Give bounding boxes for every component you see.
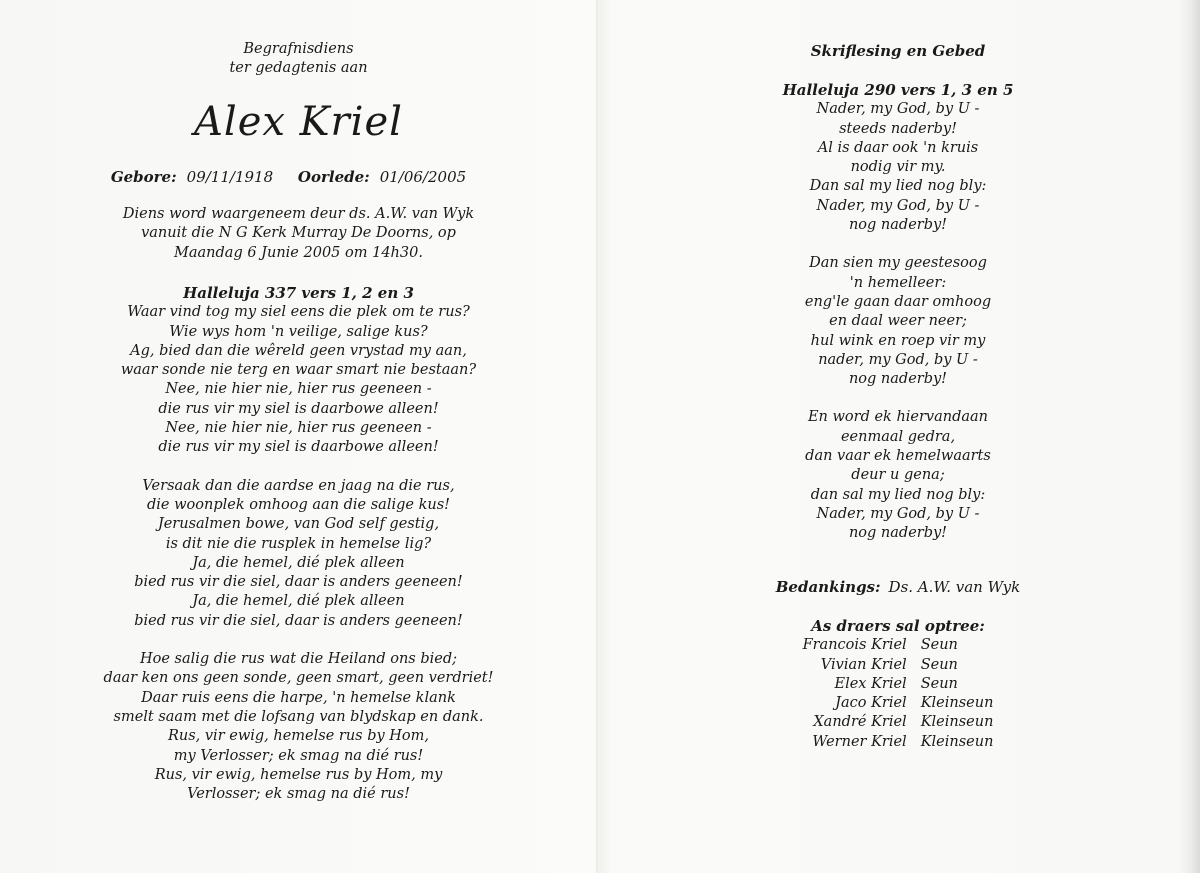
stanza-gap (0, 458, 597, 477)
section-title: Skriflesing en Gebed (810, 42, 986, 60)
thanks-value: Ds. A.W. van Wyk (888, 578, 1021, 596)
verse-line: nodig vir my. (850, 159, 946, 176)
thanks-line (596, 578, 1200, 596)
verse-line: Dan sien my geestesoog (809, 255, 987, 272)
verse-line: Nader, my God, by U - (816, 505, 980, 522)
bearer-row (803, 694, 994, 713)
intro-line: Begrafnisdiens (243, 41, 354, 57)
verse-line: steeds naderby! (839, 120, 957, 137)
verse-line: eenmaal gedra, (840, 428, 956, 445)
verse-line: nog naderby! (848, 217, 948, 234)
verse-line: smelt saam met die lofsang van blydskap en dank. (113, 708, 484, 725)
verse-line: hul wink en roep vir my (810, 332, 986, 349)
stanza-gap (0, 631, 597, 650)
verse-line: waar sonde nie terg en waar smart nie bestaan? (120, 362, 477, 379)
bearer-name: Jaco Kriel (835, 695, 907, 712)
verse-line: Al is daar ook 'n kruis (817, 139, 979, 156)
intro-line: ter gedagtenis aan (229, 60, 368, 77)
born-value: 09/11/1918 (186, 168, 274, 186)
dates-line (0, 168, 597, 186)
verse-line: Nee, nie hier nie, hier rus geeneen - (165, 381, 432, 398)
bearer-name: Vivian Kriel (820, 656, 907, 673)
verse-line: nog naderby! (848, 371, 948, 388)
verse-line: Dan sal my lied nog bly: (809, 178, 987, 195)
verse-line: Ja, die hemel, dié plek alleen (192, 593, 405, 610)
verse-line: Daar ruis eens die harpe, 'n hemelse klank (141, 689, 456, 706)
verse-line: Wie wys hom 'n veilige, salige kus? (169, 323, 428, 340)
verse-line: Verlosser; ek smag na dié rus! (187, 786, 410, 803)
bearer-relation: Seun (920, 675, 958, 692)
stanza (596, 408, 1200, 543)
notice-line: vanuit die N G Kerk Murray De Doorns, op (141, 225, 456, 242)
verse-line: nader, my God, by U - (818, 351, 978, 368)
bearer-row (803, 713, 994, 732)
verse-line: Hoe salig die rus wat die Heiland ons bied; (139, 651, 457, 668)
bearer-row (803, 656, 994, 675)
bearers-table (803, 636, 994, 752)
verse-line: bied rus vir die siel, daar is anders geeneen! (134, 612, 463, 629)
bearer-row (803, 733, 994, 752)
verse-line: dan sal my lied nog bly: (810, 486, 986, 503)
verse-line: die rus vir my siel is daarbowe alleen! (158, 400, 439, 417)
deceased-name: Alex Kriel (194, 99, 403, 145)
bearer-row (803, 636, 994, 655)
service-notice (0, 205, 597, 263)
verse-line: nog naderby! (848, 525, 948, 542)
died-value: 01/06/2005 (379, 168, 467, 186)
hymn-title: Halleluja 337 vers 1, 2 en 3 (183, 284, 414, 302)
bearer-relation: Seun (920, 656, 958, 673)
stanza-gap (596, 389, 1200, 408)
verse-line: Ja, die hemel, dié plek alleen (192, 554, 405, 571)
stanza (0, 303, 597, 457)
verse-line: dan vaar ek hemelwaarts (805, 448, 991, 465)
verse-line: die rus vir my siel is daarbowe alleen! (158, 439, 439, 456)
verse-line: En word ek hiervandaan (807, 409, 989, 426)
verse-line: en daal weer neer; (829, 313, 967, 330)
verse-line: Waar vind tog my siel eens die plek om te rus? (127, 304, 470, 321)
pallbearers (596, 617, 1200, 752)
verse-line: Nader, my God, by U - (816, 197, 980, 214)
died-label: Oorlede: (297, 168, 370, 186)
bearer-row (803, 675, 994, 694)
verse-line: is dit nie die rusplek in hemelse lig? (165, 535, 432, 552)
hymn-title: Halleluja 290 vers 1, 3 en 5 (782, 81, 1014, 99)
born-label: Gebore: (110, 168, 177, 186)
intro (0, 40, 597, 79)
verse-line: daar ken ons geen sonde, geen smart, geen verdriet! (103, 670, 494, 687)
hymn-290 (596, 81, 1200, 544)
thanks-label: Bedankings: (775, 578, 881, 596)
bearer-name: Elex Kriel (834, 675, 907, 692)
notice-line: Diens word waargeneem deur ds. A.W. van Wyk (122, 206, 475, 222)
bearer-relation: Kleinseun (920, 733, 994, 750)
verse-line: Versaak dan die aardse en jaag na die rus, (142, 477, 455, 494)
verse-line: my Verlosser; ek smag na dié rus! (173, 747, 424, 764)
hymn-337 (0, 284, 597, 804)
verse-line: die woonplek omhoog aan die salige kus! (147, 496, 450, 513)
bearer-relation: Seun (920, 637, 958, 654)
notice-line: Maandag 6 Junie 2005 om 14h30. (174, 244, 423, 261)
bearer-name: Francois Kriel (802, 637, 907, 654)
stanza (596, 100, 1200, 235)
bearer-name: Werner Kriel (812, 733, 907, 750)
bearers-title: As draers sal optree: (811, 617, 985, 635)
bearer-relation: Kleinseun (920, 695, 994, 712)
stanza-gap (596, 235, 1200, 254)
verse-line: Nee, nie hier nie, hier rus geeneen - (165, 420, 432, 437)
verse-line: Rus, vir ewig, hemelse rus by Hom, (167, 728, 430, 745)
bearer-relation: Kleinseun (920, 714, 994, 731)
verse-line: Rus, vir ewig, hemelse rus by Hom, my (154, 766, 443, 783)
verse-line: Jerusalmen bowe, van God self gestig, (157, 516, 440, 533)
bearer-name: Xandré Kriel (813, 714, 907, 731)
stanza (0, 650, 597, 804)
verse-line: deur u gena; (851, 467, 945, 484)
verse-line: Ag, bied dan die wêreld geen vrystad my aan, (130, 342, 467, 359)
stanza (596, 254, 1200, 389)
verse-line: eng'le gaan daar omhoog (804, 293, 992, 310)
verse-line: Nader, my God, by U - (816, 101, 980, 118)
verse-line: bied rus vir die siel, daar is anders geeneen! (134, 574, 463, 591)
verse-line: 'n hemelleer: (849, 274, 947, 291)
stanza (0, 477, 597, 631)
